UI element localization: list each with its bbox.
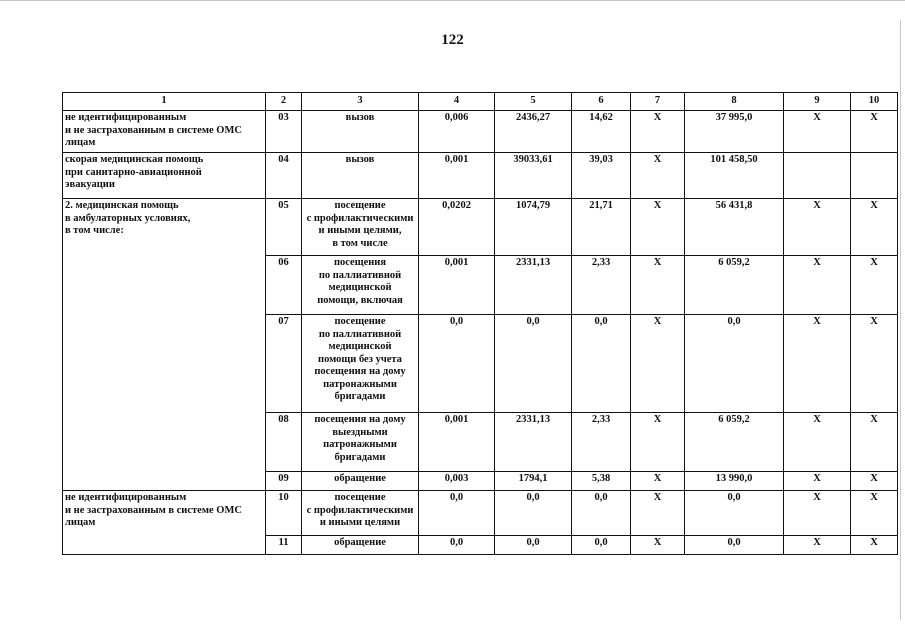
header-cell: 7 xyxy=(631,93,685,111)
row-code: 07 xyxy=(266,315,302,413)
cell-col-8: 56 431,8 xyxy=(685,199,784,256)
row-description: 2. медицинская помощь в амбулаторных условиях, в том числе: xyxy=(63,199,266,491)
row-unit: вызов xyxy=(302,111,419,153)
row-code: 09 xyxy=(266,472,302,491)
row-unit: обращение xyxy=(302,536,419,555)
top-edge-line xyxy=(0,0,905,1)
cell-col-9: Х xyxy=(784,256,851,315)
cell-col-10: Х xyxy=(851,536,898,555)
cell-col-9: Х xyxy=(784,315,851,413)
cell-col-8: 0,0 xyxy=(685,315,784,413)
header-cell: 10 xyxy=(851,93,898,111)
cell-col-5: 0,0 xyxy=(495,491,572,536)
cell-col-4: 0,0 xyxy=(419,491,495,536)
page-number: 122 xyxy=(441,32,464,48)
cell-col-8: 0,0 xyxy=(685,491,784,536)
cell-col-4: 0,0 xyxy=(419,315,495,413)
cell-col-4: 0,006 xyxy=(419,111,495,153)
cell-col-10: Х xyxy=(851,315,898,413)
cell-col-8: 37 995,0 xyxy=(685,111,784,153)
row-code: 08 xyxy=(266,413,302,472)
cell-col-5: 2331,13 xyxy=(495,256,572,315)
cell-col-10: Х xyxy=(851,111,898,153)
cell-col-10: Х xyxy=(851,491,898,536)
cell-col-9 xyxy=(784,153,851,199)
cell-col-8: 101 458,50 xyxy=(685,153,784,199)
row-code: 06 xyxy=(266,256,302,315)
cell-col-6: 2,33 xyxy=(572,256,631,315)
cell-col-4: 0,001 xyxy=(419,413,495,472)
cell-col-7: Х xyxy=(631,256,685,315)
cell-col-4: 0,001 xyxy=(419,153,495,199)
cell-col-5: 2331,13 xyxy=(495,413,572,472)
data-table xyxy=(62,92,898,555)
cell-col-7: Х xyxy=(631,472,685,491)
cell-col-6: 2,33 xyxy=(572,413,631,472)
cell-col-6: 0,0 xyxy=(572,491,631,536)
cell-col-5: 1074,79 xyxy=(495,199,572,256)
row-unit: посещения по паллиативной медицинской помощи, включая xyxy=(302,256,419,315)
cell-col-9: Х xyxy=(784,536,851,555)
cell-col-4: 0,0 xyxy=(419,536,495,555)
row-description: не идентифицированным и не застрахованным в системе ОМС лицам xyxy=(63,491,266,555)
table-row xyxy=(63,111,898,153)
header-cell: 3 xyxy=(302,93,419,111)
cell-col-6: 5,38 xyxy=(572,472,631,491)
row-unit: посещение с профилактическими и иными целями xyxy=(302,491,419,536)
cell-col-10 xyxy=(851,153,898,199)
cell-col-4: 0,003 xyxy=(419,472,495,491)
cell-col-7: Х xyxy=(631,111,685,153)
header-cell: 8 xyxy=(685,93,784,111)
row-code: 05 xyxy=(266,199,302,256)
cell-col-7: Х xyxy=(631,536,685,555)
header-cell: 2 xyxy=(266,93,302,111)
cell-col-10: Х xyxy=(851,256,898,315)
cell-col-4: 0,0202 xyxy=(419,199,495,256)
header-cell: 6 xyxy=(572,93,631,111)
row-unit: посещения на дому выездными патронажными бригадами xyxy=(302,413,419,472)
cell-col-9: Х xyxy=(784,413,851,472)
cell-col-7: Х xyxy=(631,153,685,199)
row-code: 03 xyxy=(266,111,302,153)
row-description: скорая медицинская помощь при санитарно-авиационной эвакуации xyxy=(63,153,266,199)
cell-col-4: 0,001 xyxy=(419,256,495,315)
row-unit: посещение по паллиативной медицинской помощи без учета посещения на дому патронажными бригадами xyxy=(302,315,419,413)
cell-col-8: 0,0 xyxy=(685,536,784,555)
cell-col-7: Х xyxy=(631,315,685,413)
cell-col-5: 1794,1 xyxy=(495,472,572,491)
cell-col-7: Х xyxy=(631,413,685,472)
cell-col-6: 0,0 xyxy=(572,315,631,413)
header-cell: 1 xyxy=(63,93,266,111)
row-code: 04 xyxy=(266,153,302,199)
row-unit: вызов xyxy=(302,153,419,199)
cell-col-5: 2436,27 xyxy=(495,111,572,153)
row-description: не идентифицированным и не застрахованным в системе ОМС лицам xyxy=(63,111,266,153)
cell-col-5: 39033,61 xyxy=(495,153,572,199)
header-cell: 5 xyxy=(495,93,572,111)
table-row xyxy=(63,153,898,199)
cell-col-5: 0,0 xyxy=(495,536,572,555)
cell-col-9: Х xyxy=(784,111,851,153)
row-code: 11 xyxy=(266,536,302,555)
header-cell: 9 xyxy=(784,93,851,111)
header-row xyxy=(63,93,898,111)
table-row xyxy=(63,199,898,256)
table-row xyxy=(63,491,898,536)
cell-col-6: 0,0 xyxy=(572,536,631,555)
cell-col-8: 6 059,2 xyxy=(685,413,784,472)
cell-col-10: Х xyxy=(851,413,898,472)
right-edge-line xyxy=(900,20,901,620)
row-unit: обращение xyxy=(302,472,419,491)
cell-col-9: Х xyxy=(784,472,851,491)
cell-col-10: Х xyxy=(851,472,898,491)
cell-col-6: 14,62 xyxy=(572,111,631,153)
cell-col-6: 21,71 xyxy=(572,199,631,256)
cell-col-8: 13 990,0 xyxy=(685,472,784,491)
row-unit: посещение с профилактическими и иными целями, в том числе xyxy=(302,199,419,256)
cell-col-6: 39,03 xyxy=(572,153,631,199)
cell-col-7: Х xyxy=(631,199,685,256)
cell-col-8: 6 059,2 xyxy=(685,256,784,315)
cell-col-10: Х xyxy=(851,199,898,256)
cell-col-5: 0,0 xyxy=(495,315,572,413)
cell-col-9: Х xyxy=(784,491,851,536)
row-code: 10 xyxy=(266,491,302,536)
cell-col-7: Х xyxy=(631,491,685,536)
table-body xyxy=(63,111,898,555)
header-cell: 4 xyxy=(419,93,495,111)
cell-col-9: Х xyxy=(784,199,851,256)
